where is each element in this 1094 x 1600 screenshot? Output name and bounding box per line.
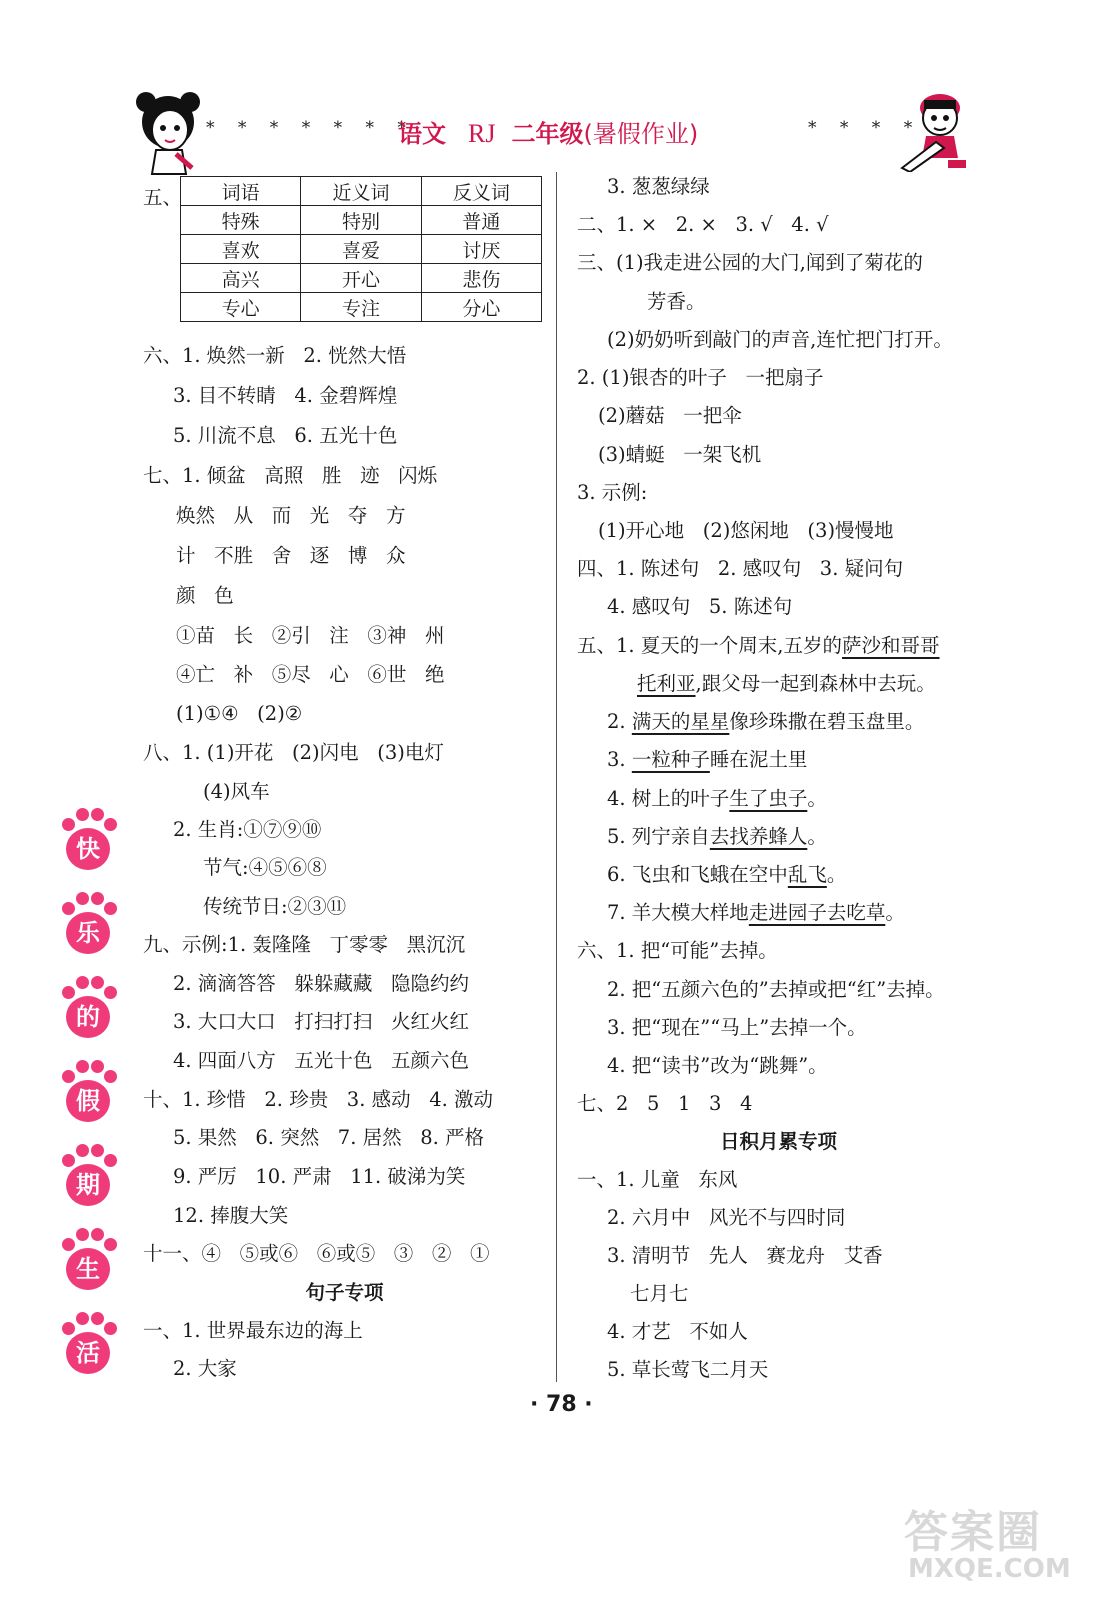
answer-text: 五、1. 夏天的一个周末,五岁的 xyxy=(577,634,843,657)
decorative-stars-left: * * * * * * * xyxy=(206,118,415,138)
answer-line: 九、示例:1. 轰隆隆 丁零零 黑沉沉 xyxy=(143,933,466,956)
paw-badge xyxy=(58,976,118,1060)
table-cell: 分心 xyxy=(421,293,541,322)
answer-line: (2)蘑菇 一把伞 xyxy=(598,404,742,427)
answer-text: 。 xyxy=(807,825,827,848)
answer-line: 七月七 xyxy=(630,1282,689,1305)
answer-line: 3. 目不转睛 4. 金碧辉煌 xyxy=(173,384,398,407)
answer-line: 12. 捧腹大笑 xyxy=(173,1204,289,1227)
badge-char: 快 xyxy=(66,828,110,870)
answer-line: 3. 大口大口 打扫打扫 火红火红 xyxy=(173,1010,469,1033)
answer-line: 六、1. 焕然一新 2. 恍然大悟 xyxy=(143,344,407,367)
vocab-table xyxy=(180,176,542,322)
answer-line: 七、2 5 1 3 4 xyxy=(577,1092,753,1115)
answer-line xyxy=(637,674,936,694)
answer-line: 三、(1)我走进公园的大门,闻到了菊花的 xyxy=(577,251,923,274)
table-cell: 专注 xyxy=(301,293,421,322)
answer-line: 焕然 从 而 光 夺 方 xyxy=(176,504,406,527)
answer-line: 2. 把“五颜六色的”去掉或把“红”去掉。 xyxy=(607,978,945,1001)
table-header-cell: 反义词 xyxy=(421,177,541,206)
answer-line: 4. 才艺 不如人 xyxy=(607,1320,748,1343)
watermark-url: MXQE.COM xyxy=(908,1554,1071,1584)
page-title xyxy=(398,114,698,149)
answer-text: 5. 列宁亲自 xyxy=(607,825,710,848)
answer-text: 。 xyxy=(885,901,905,924)
section-heading: 句子专项 xyxy=(305,1281,384,1304)
grade-label: 二年级 xyxy=(511,120,584,148)
answer-text: 。 xyxy=(807,787,827,810)
answer-line xyxy=(577,636,940,656)
answer-line: 5. 果然 6. 突然 7. 居然 8. 严格 xyxy=(173,1126,485,1149)
answer-line: 颜 色 xyxy=(176,584,234,607)
answer-text: 睡在泥土里 xyxy=(709,748,808,771)
answer-line: 2. (1)银杏的叶子 一把扇子 xyxy=(577,366,824,389)
table-header-cell: 近义词 xyxy=(301,177,421,206)
answer-line: 四、1. 陈述句 2. 感叹句 3. 疑问句 xyxy=(577,557,904,580)
badge-char: 期 xyxy=(66,1164,110,1206)
underlined-answer: 托利亚 xyxy=(637,672,696,695)
answer-line: 一、1. 世界最东边的海上 xyxy=(143,1319,363,1342)
answer-line: 2. 六月中 风光不与四时同 xyxy=(607,1206,846,1229)
answer-line: 芳香。 xyxy=(647,290,706,313)
answer-line: 3. 示例: xyxy=(577,481,648,504)
column-divider xyxy=(556,172,557,1382)
boy-cartoon-icon xyxy=(896,88,976,172)
answer-line: 传统节日:②③⑪ xyxy=(203,895,347,918)
answer-line xyxy=(607,903,905,923)
underlined-answer: 去找养蜂人 xyxy=(709,825,808,848)
table-cell: 开心 xyxy=(301,264,421,293)
answer-line: ①苗 长 ②引 注 ③神 州 xyxy=(176,624,445,647)
badge-char: 假 xyxy=(66,1080,110,1122)
answer-line xyxy=(607,789,827,809)
girl-cartoon-icon xyxy=(132,88,204,176)
side-badge-column xyxy=(58,808,122,1396)
answer-line: (1)开心地 (2)悠闲地 (3)慢慢地 xyxy=(598,519,894,542)
answer-line: 六、1. 把“可能”去掉。 xyxy=(577,939,778,962)
paw-badge xyxy=(58,808,118,892)
answer-line: 一、1. 儿童 东风 xyxy=(577,1168,738,1191)
answer-line: (4)风车 xyxy=(203,780,270,803)
watermark-text: 答案圈 xyxy=(904,1507,1042,1558)
answer-line: 节气:④⑤⑥⑧ xyxy=(203,856,327,879)
table-cell: 专心 xyxy=(181,293,301,322)
section-label: 五、 xyxy=(143,186,183,209)
paw-badge xyxy=(58,1060,118,1144)
underlined-answer: 满天的星星 xyxy=(631,710,730,733)
table-row xyxy=(181,235,542,264)
table-cell: 悲伤 xyxy=(421,264,541,293)
table-cell: 喜欢 xyxy=(181,235,301,264)
subject-label: 语文 xyxy=(398,120,446,148)
underlined-answer: 萨沙和哥哥 xyxy=(842,634,940,657)
answer-text: 6. 飞虫和飞蛾在空中 xyxy=(607,863,788,886)
answer-line: 4. 感叹句 5. 陈述句 xyxy=(607,595,793,618)
table-cell: 喜爱 xyxy=(301,235,421,264)
answer-text: 4. 树上的叶子 xyxy=(607,787,730,810)
answer-line xyxy=(607,865,846,885)
answer-text: 3. xyxy=(607,748,632,771)
answer-line: 2. 滴滴答答 躲躲藏藏 隐隐约约 xyxy=(173,972,469,995)
answer-line: 2. 生肖:①⑦⑨⑩ xyxy=(173,818,322,841)
answer-line: 4. 把“读书”改为“跳舞”。 xyxy=(607,1054,828,1077)
answer-line: 二、1. × 2. × 3. √ 4. √ xyxy=(577,213,829,236)
table-cell: 特别 xyxy=(301,206,421,235)
answer-line: (3)蜻蜓 一架飞机 xyxy=(598,443,762,466)
table-header-cell: 词语 xyxy=(181,177,301,206)
answer-text: ,跟父母一起到森林中去玩。 xyxy=(695,672,936,695)
decorative-stars-right: * * * * xyxy=(808,118,922,138)
badge-char: 生 xyxy=(66,1248,110,1290)
underlined-answer: 一粒种子 xyxy=(631,748,710,771)
answer-text: 7. 羊大模大样地 xyxy=(607,901,749,924)
table-row xyxy=(181,206,542,235)
answer-text: 。 xyxy=(826,863,847,886)
answer-line: 9. 严厉 10. 严肃 11. 破涕为笑 xyxy=(173,1165,466,1188)
paw-badge xyxy=(58,892,118,976)
page-header xyxy=(0,80,1094,180)
table-cell: 特殊 xyxy=(181,206,301,235)
section-heading: 日积月累专项 xyxy=(719,1130,837,1153)
answer-line: 5. 川流不息 6. 五光十色 xyxy=(173,424,398,447)
answer-line xyxy=(607,750,807,770)
answer-line: 十、1. 珍惜 2. 珍贵 3. 感动 4. 激动 xyxy=(143,1088,494,1111)
table-cell: 普通 xyxy=(421,206,541,235)
answer-line: (1)①④ (2)② xyxy=(176,702,303,725)
watermark-logo xyxy=(900,1496,1070,1588)
answer-text: 2. xyxy=(607,710,632,733)
answer-line: 十一、④ ⑤或⑥ ⑥或⑤ ③ ② ① xyxy=(143,1242,490,1265)
answer-line: 3. 葱葱绿绿 xyxy=(607,175,710,198)
title-note: (暑假作业) xyxy=(583,120,699,148)
answer-line: 3. 清明节 先人 赛龙舟 艾香 xyxy=(607,1244,883,1267)
answer-line: 八、1. (1)开花 (2)闪电 (3)电灯 xyxy=(143,741,444,764)
page-number: · 78 · xyxy=(530,1392,593,1417)
badge-char: 乐 xyxy=(66,912,110,954)
answer-line: (2)奶奶听到敲门的声音,连忙把门打开。 xyxy=(607,328,953,351)
answer-line: 3. 把“现在”“马上”去掉一个。 xyxy=(607,1016,867,1039)
paw-badge xyxy=(58,1144,118,1228)
underlined-answer: 走进园子去吃草 xyxy=(748,901,886,924)
answer-line: 计 不胜 舍 逐 博 众 xyxy=(176,544,406,567)
edition-label: RJ xyxy=(468,119,496,148)
answer-text: 像珍珠撒在碧玉盘里。 xyxy=(729,710,925,733)
answer-line: 2. 大家 xyxy=(173,1357,237,1380)
table-row xyxy=(181,177,542,206)
underlined-answer: 乱飞 xyxy=(787,863,827,886)
answer-line: ④亡 补 ⑤尽 心 ⑥世 绝 xyxy=(176,663,445,686)
table-row xyxy=(181,293,542,322)
answer-line xyxy=(607,712,924,732)
underlined-answer: 生了虫子 xyxy=(729,787,808,810)
table-cell: 讨厌 xyxy=(421,235,541,264)
badge-char: 活 xyxy=(66,1332,110,1374)
table-cell: 高兴 xyxy=(181,264,301,293)
answer-line: 七、1. 倾盆 高照 胜 迹 闪烁 xyxy=(143,464,438,487)
badge-char: 的 xyxy=(66,996,110,1038)
answer-line xyxy=(607,827,827,847)
paw-badge xyxy=(58,1312,118,1396)
answer-line: 5. 草长莺飞二月天 xyxy=(607,1358,769,1381)
table-row xyxy=(181,264,542,293)
answer-line: 4. 四面八方 五光十色 五颜六色 xyxy=(173,1049,469,1072)
paw-badge xyxy=(58,1228,118,1312)
